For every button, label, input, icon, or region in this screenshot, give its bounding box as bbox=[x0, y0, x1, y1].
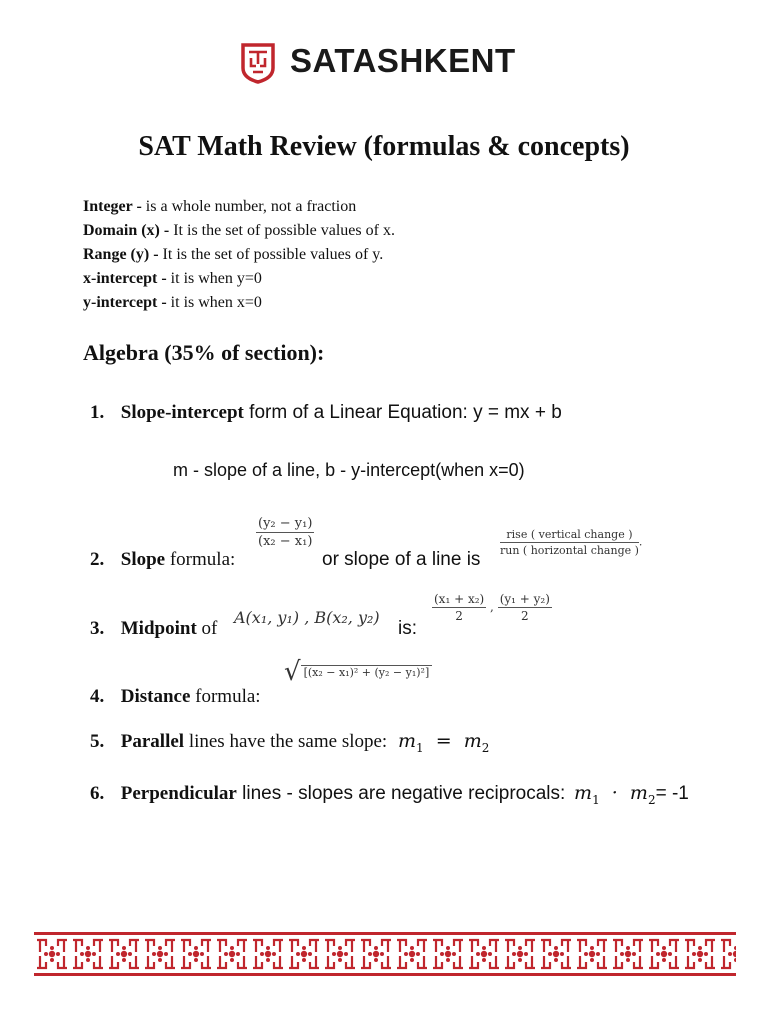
ornamental-border bbox=[34, 932, 736, 976]
slope-or-text: or slope of a line is bbox=[322, 549, 481, 570]
definition-range: Range (y) - It is the set of possible values of y. bbox=[83, 246, 384, 263]
distance-formula: √ [(x₂ − x₁)² + (y₂ − y₁)²] bbox=[284, 664, 432, 681]
item-distance: 4. Distance formula: bbox=[90, 686, 261, 707]
item-parallel: 5. Parallel lines have the same slope: $m_1 = m_2$ bbox=[90, 730, 490, 755]
definition-x-intercept: x-intercept - it is when y=0 bbox=[83, 270, 262, 287]
midpoint-points: A(x₁, y₁) , B(x₂, y₂) bbox=[234, 608, 380, 627]
item-perpendicular: 6. Perpendicular lines - slopes are negative reciprocals: $m_1 \cdot m_2= -1$ bbox=[90, 782, 689, 807]
item-slope-intercept: 1. Slope-intercept form of a Linear Equation: y = mx + b bbox=[90, 402, 562, 423]
rise-over-run-fraction: $\frac{\text{rise ( vertical change )}}{\text{run ( horizontal change )}}$ . bbox=[500, 528, 643, 557]
satashkent-logo-icon bbox=[240, 42, 276, 84]
definition-domain: Domain (x) - It is the set of possible values of x. bbox=[83, 222, 395, 239]
definitions-list bbox=[83, 195, 395, 315]
section-heading: Algebra (35% of section): bbox=[83, 340, 325, 365]
item-slope: 2. Slope formula: bbox=[90, 549, 236, 570]
brand-name: SATASHKENT bbox=[290, 42, 516, 79]
midpoint-fraction: $\frac{\text{(x₁ + x₂)}}{2}$ , $\frac{\text{(y₁ + y₂)}}{2}$ bbox=[434, 592, 550, 623]
slope-intercept-note: m - slope of a line, b - y-intercept(when x=0) bbox=[173, 460, 525, 480]
brand-header bbox=[0, 40, 768, 90]
slope-fraction: $\frac{\text{(y₂ − y₁)}}{\text{(x₂ − x₁)}}$ bbox=[258, 516, 313, 549]
definition-y-intercept: y-intercept - it is when x=0 bbox=[83, 294, 262, 311]
midpoint-is-text: is: bbox=[398, 618, 417, 639]
page-title: SAT Math Review (formulas & concepts) bbox=[138, 131, 630, 162]
item-midpoint: 3. Midpoint of bbox=[90, 618, 218, 639]
definition-integer: Integer - is a whole number, not a fraction bbox=[83, 198, 357, 215]
